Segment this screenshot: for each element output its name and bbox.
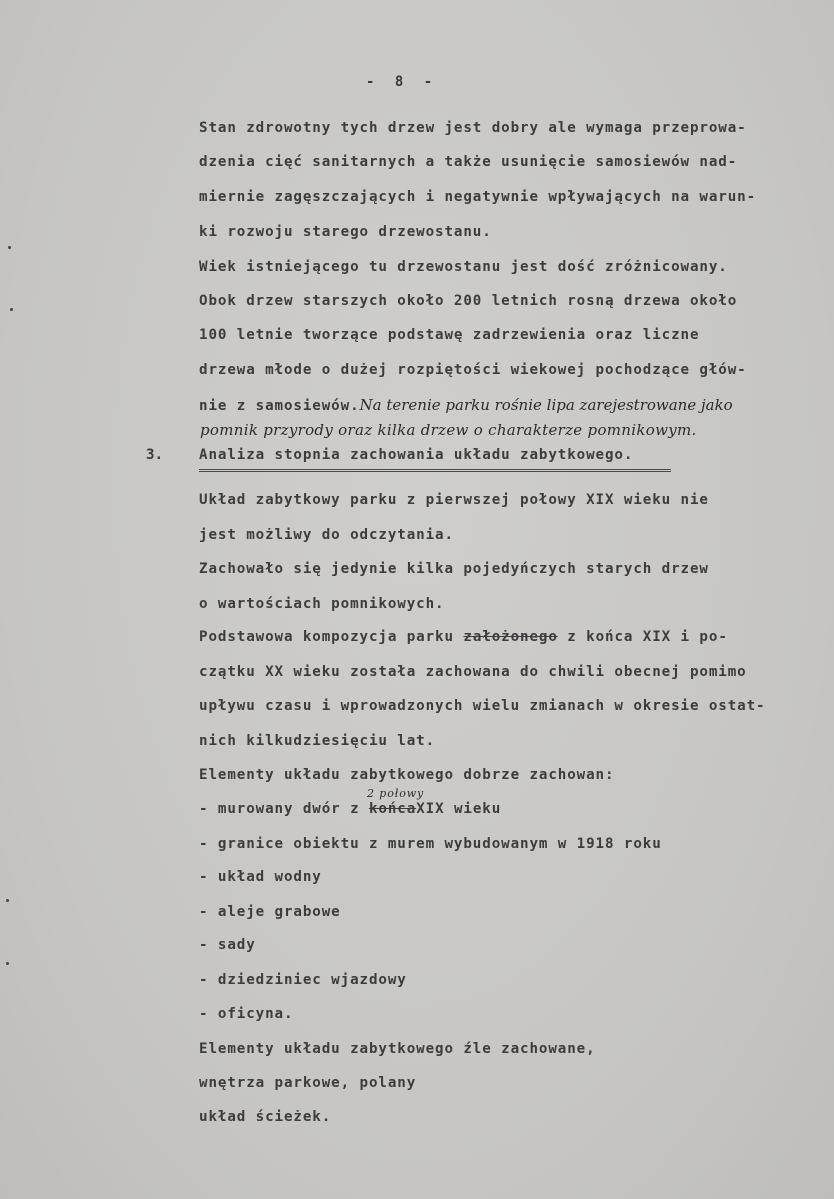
section-title: Analiza stopnia zachowania układu zabytkowego. <box>199 447 634 463</box>
text-line: dzenia cięć sanitarnych a także usunięcie samosiewów nad- <box>199 154 738 170</box>
text-line: Wiek istniejącego tu drzewostanu jest dość zróżnicowany. <box>199 259 728 275</box>
margin-speck <box>8 246 11 249</box>
list-item: układ ścieżek. <box>199 1109 332 1125</box>
text-line <box>199 629 728 645</box>
list-item <box>199 787 502 817</box>
typed-text: - murowany dwór z <box>199 801 360 817</box>
list-item: wnętrza parkowe, polany <box>199 1075 417 1091</box>
list-heading: Elementy układu zabytkowego dobrze zachowan: <box>199 767 615 783</box>
handwritten-insert: 2 połowy <box>366 787 425 800</box>
struck-word: założonego <box>463 629 558 645</box>
text-line: miernie zagęszczających i negatywnie wpływających na warun- <box>199 189 757 205</box>
list-item: - układ wodny <box>199 869 322 885</box>
page-number: - 8 - <box>366 74 439 90</box>
list-heading: Elementy układu zabytkowego źle zachowane, <box>199 1041 596 1057</box>
text-line: Stan zdrowotny tych drzew jest dobry ale wymaga przeprowa- <box>199 120 747 136</box>
text-line: ki rozwoju starego drzewostanu. <box>199 224 492 240</box>
text-line: drzewa młode o dużej rozpiętości wiekowej pochodzące głów- <box>199 362 747 378</box>
list-item: - sady <box>199 937 256 953</box>
list-item: - aleje grabowe <box>199 904 341 920</box>
text-line: 100 letnie tworzące podstawę zadrzewienia oraz liczne <box>199 327 700 343</box>
typed-text: z końca XIX i po- <box>557 629 728 645</box>
margin-speck <box>6 962 9 965</box>
list-item: - dziedziniec wjazdowy <box>199 972 407 988</box>
handwritten-note: pomnik przyrody oraz kilka drzew o charakterze pomnikowym. <box>200 421 697 439</box>
margin-speck <box>6 899 9 902</box>
text-line: jest możliwy do odczytania. <box>199 527 454 543</box>
text-line: Układ zabytkowy parku z pierwszej połowy XIX wieku nie <box>199 492 709 508</box>
typed-text: XIX wieku <box>416 801 502 817</box>
text-line: Obok drzew starszych około 200 letnich rosną drzewa około <box>199 293 738 309</box>
margin-speck <box>10 308 13 311</box>
text-line <box>199 396 733 414</box>
section-number: 3. <box>146 447 164 463</box>
text-line: nich kilkudziesięciu lat. <box>199 733 436 749</box>
list-item: - granice obiektu z murem wybudowanym w 1918 roku <box>199 836 662 852</box>
text-line: upływu czasu i wprowadzonych wielu zmianach w okresie ostat- <box>199 698 766 714</box>
text-line: Zachowało się jedynie kilka pojedyńczych starych drzew <box>199 561 709 577</box>
list-item: - oficyna. <box>199 1006 294 1022</box>
struck-word: końca <box>368 801 417 817</box>
handwritten-note: Na terenie parku rośnie lipa zarejestrowane jako <box>359 396 733 414</box>
text-line: czątku XX wieku została zachowana do chwili obecnej pomimo <box>199 664 747 680</box>
typed-text: Podstawowa kompozycja parku <box>199 629 454 645</box>
typed-text: nie z samosiewów. <box>199 398 360 414</box>
title-underline <box>199 469 671 472</box>
text-line: o wartościach pomnikowych. <box>199 596 445 612</box>
